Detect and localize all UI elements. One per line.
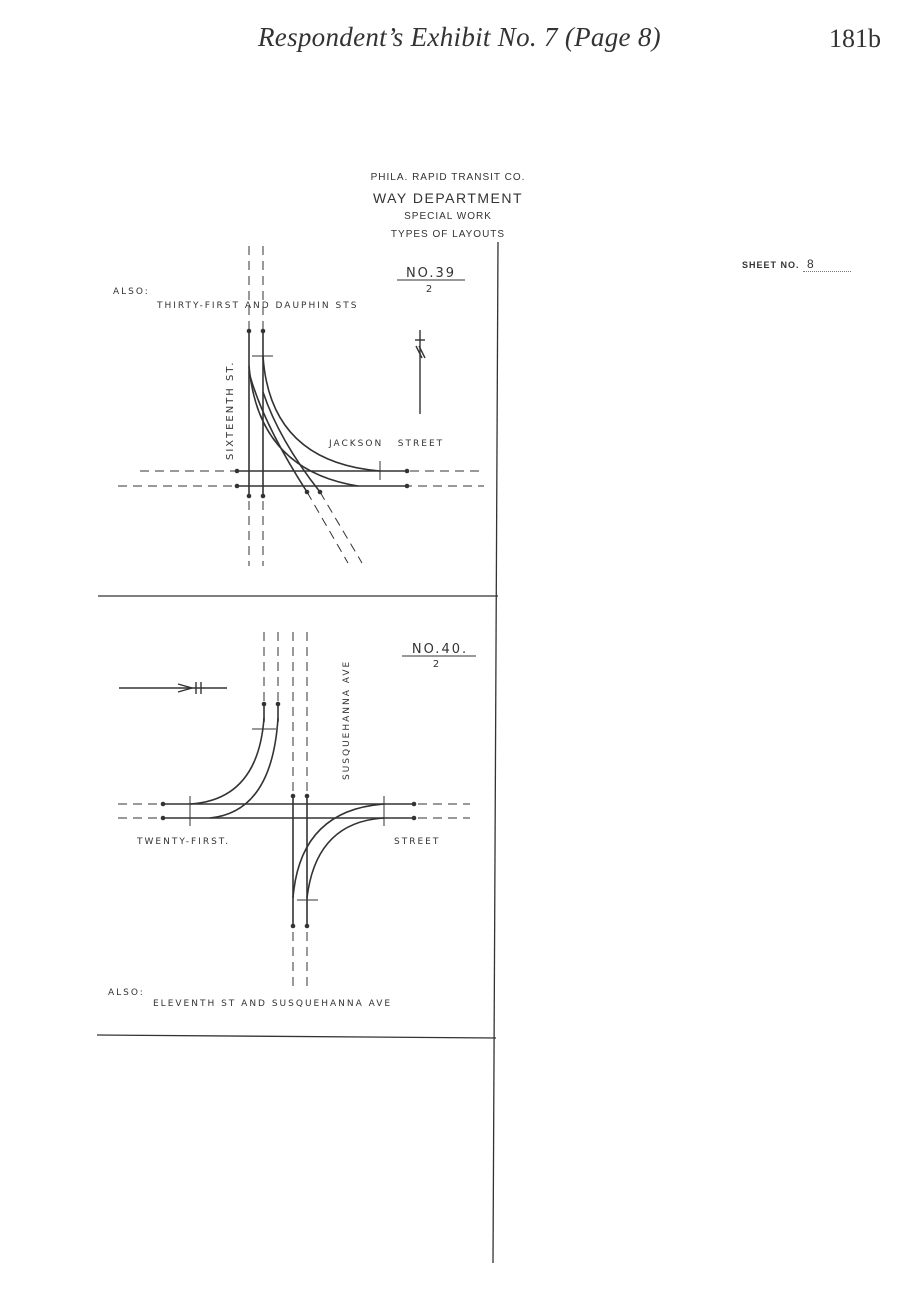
layout-39-also-label: ALSO:	[113, 287, 150, 297]
layout-40-also-label: ALSO:	[108, 988, 145, 998]
sheet-number-value: 8	[803, 257, 851, 272]
layout-40-tracks	[163, 704, 414, 926]
layout-39-sub: 2	[425, 284, 435, 295]
drawing-subtitle: TYPES OF LAYOUTS	[390, 229, 506, 240]
layout-40-also-text: ELEVENTH ST AND SUSQUEHANNA AVE	[153, 999, 393, 1009]
layout-40-track-joints	[161, 702, 417, 929]
layout-40	[118, 632, 476, 986]
company-name: PHILA. RAPID TRANSIT CO.	[370, 172, 526, 183]
layout-40-street-left: TWENTY-FIRST.	[137, 837, 231, 847]
layout-39-also-text: THIRTY-FIRST AND DAUPHIN STS	[157, 301, 359, 311]
layout-40-vertical-street: SUSQUEHANNA AVE	[342, 659, 352, 780]
layout-39-horizontal-street: JACKSON STREET	[329, 439, 445, 449]
section-name: SPECIAL WORK	[404, 211, 492, 222]
layout-39-track-joints	[235, 329, 410, 499]
north-arrow-vertical-icon	[415, 330, 425, 414]
page-number: 181b	[829, 24, 881, 53]
north-arrow-horizontal-icon	[119, 682, 227, 694]
sheet-number-label: SHEET NO.	[742, 260, 800, 270]
layout-40-number: NO.40.	[411, 642, 469, 657]
panel-frame	[97, 242, 498, 1263]
layout-39-number: NO.39	[405, 266, 457, 281]
layout-40-dashed-streets	[118, 632, 470, 986]
layout-39-vertical-street: SIXTEENTH ST.	[225, 360, 236, 460]
layout-39-tracks	[237, 330, 408, 496]
department-name: WAY DEPARTMENT	[372, 190, 524, 206]
layout-40-street-right: STREET	[394, 837, 441, 847]
exhibit-title: Respondent’s Exhibit No. 7 (Page 8)	[258, 22, 661, 52]
layout-40-sub: 2	[432, 659, 442, 670]
